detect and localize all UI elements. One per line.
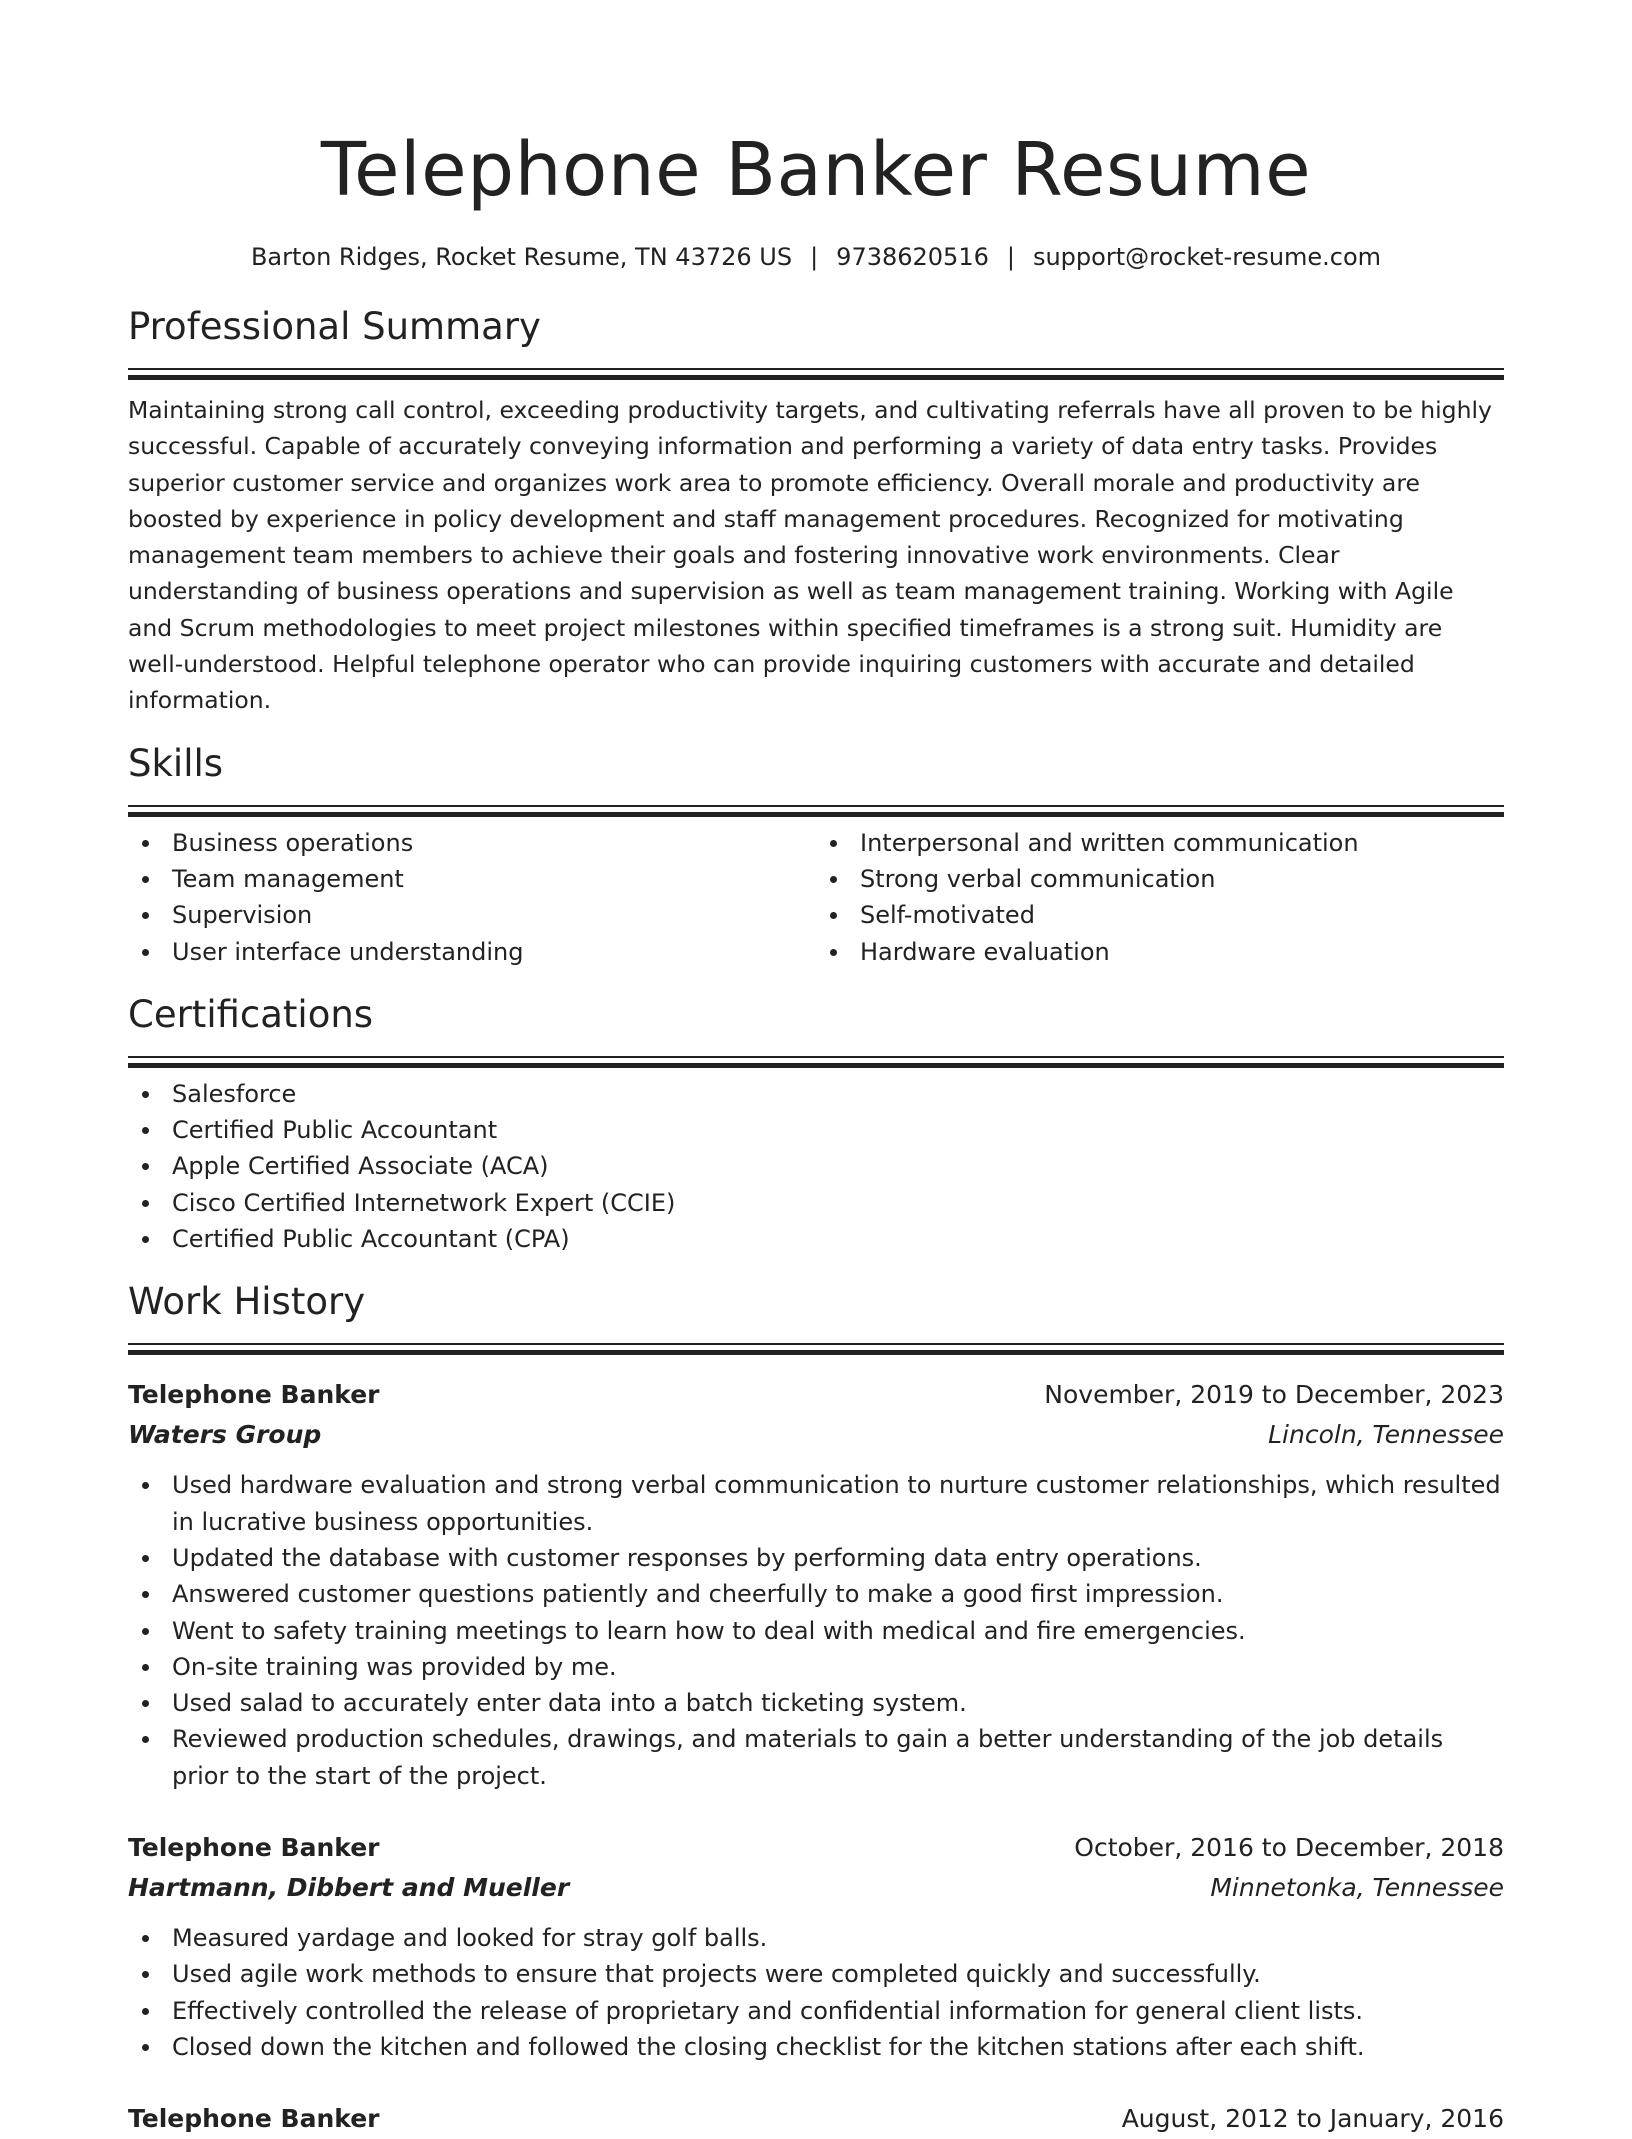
- certifications-section: [128, 988, 1504, 1257]
- job-dates: October, 2016 to December, 2018: [1074, 1833, 1504, 1863]
- job-title: Telephone Banker: [128, 1833, 380, 1863]
- certification-item: Cisco Certified Internetwork Expert (CCIE): [128, 1185, 1504, 1221]
- contact-phone: 9738620516: [836, 243, 989, 271]
- certification-item: Certified Public Accountant (CPA): [128, 1221, 1504, 1257]
- job-dates: November, 2019 to December, 2023: [1044, 1380, 1504, 1410]
- skill-item: Business operations: [128, 825, 816, 861]
- certifications-list: [128, 1076, 1504, 1257]
- contact-separator: |: [1006, 243, 1015, 271]
- job-header-row: [128, 1375, 1504, 1415]
- job-company: Waters Group: [128, 1420, 322, 1450]
- job-header-row: [128, 2099, 1504, 2139]
- skill-item: Hardware evaluation: [816, 934, 1504, 970]
- skills-heading: Skills: [128, 741, 224, 785]
- certification-item: Apple Certified Associate (ACA): [128, 1148, 1504, 1184]
- summary-section: [128, 300, 1504, 719]
- job-header-row: [128, 1828, 1504, 1868]
- job-duties-list: [128, 1467, 1504, 1794]
- skills-section: [128, 737, 1504, 970]
- contact-address: Barton Ridges, Rocket Resume, TN 43726 US: [250, 243, 793, 271]
- resume-title: Telephone Banker Resume: [320, 127, 1312, 213]
- work-history-heading: Work History: [128, 1280, 366, 1324]
- job-company-row: [128, 1415, 1504, 1455]
- section-divider: [128, 368, 1504, 382]
- job-duty-item: Reviewed production schedules, drawings, and materials to gain a better understanding of the job details prior to the start of the project.: [128, 1721, 1504, 1794]
- job-title: Telephone Banker: [128, 1380, 380, 1410]
- job-duty-item: On-site training was provided by me.: [128, 1649, 1504, 1685]
- certification-item: Salesforce: [128, 1076, 1504, 1112]
- section-divider: [128, 805, 1504, 819]
- skills-list-right: [816, 825, 1504, 970]
- job-duties-list: [128, 1920, 1504, 2065]
- skill-item: Strong verbal communication: [816, 861, 1504, 897]
- skill-item: User interface understanding: [128, 934, 816, 970]
- section-divider: [128, 1343, 1504, 1357]
- job-duty-item: Went to safety training meetings to learn how to deal with medical and fire emergencies.: [128, 1613, 1504, 1649]
- job-duty-item: Measured yardage and looked for stray golf balls.: [128, 1920, 1504, 1956]
- job-entry: [128, 2099, 1504, 2139]
- job-entry: [128, 1828, 1504, 2065]
- certifications-heading: Certifications: [128, 992, 374, 1036]
- contact-line: [128, 240, 1504, 274]
- skills-list-left: [128, 825, 816, 970]
- job-location: Lincoln, Tennessee: [1268, 1420, 1504, 1450]
- contact-separator: |: [810, 243, 819, 271]
- summary-heading: Professional Summary: [128, 305, 541, 348]
- skills-grid: [128, 825, 1504, 970]
- job-dates: August, 2012 to January, 2016: [1121, 2104, 1504, 2134]
- job-location: Minnetonka, Tennessee: [1210, 1873, 1504, 1903]
- resume-page: [128, 0, 1504, 2139]
- skill-item: Supervision: [128, 897, 816, 933]
- skill-item: Self-motivated: [816, 897, 1504, 933]
- job-duty-item: Used hardware evaluation and strong verbal communication to nurture customer relationships, which resulted in lucrative business opportunities.: [128, 1467, 1504, 1540]
- job-duty-item: Answered customer questions patiently and cheerfully to make a good first impression.: [128, 1576, 1504, 1612]
- job-duty-item: Updated the database with customer responses by performing data entry operations.: [128, 1540, 1504, 1576]
- job-duty-item: Used agile work methods to ensure that projects were completed quickly and successfully.: [128, 1956, 1504, 1992]
- skills-column-right: [816, 825, 1504, 970]
- contact-email: support@rocket-resume.com: [1032, 243, 1382, 271]
- work-history-section: [128, 1275, 1504, 2139]
- job-entry: [128, 1375, 1504, 1794]
- job-duty-item: Effectively controlled the release of proprietary and confidential information for general client lists.: [128, 1993, 1504, 2029]
- skill-item: Team management: [128, 861, 816, 897]
- job-company: Hartmann, Dibbert and Mueller: [128, 1873, 570, 1903]
- job-title: Telephone Banker: [128, 2104, 380, 2134]
- job-duty-item: Used salad to accurately enter data into a batch ticketing system.: [128, 1685, 1504, 1721]
- skill-item: Interpersonal and written communication: [816, 825, 1504, 861]
- job-duty-item: Closed down the kitchen and followed the closing checklist for the kitchen stations after each shift.: [128, 2029, 1504, 2065]
- summary-text: Maintaining strong call control, exceeding productivity targets, and cultivating referrals have all proven to be highly successful. Capable of accurately conveying information and performing a variety of data entry tasks. Provides superior customer service and organizes work area to promote efficiency. Overall morale and productivity are boosted by experience in policy development and staff management procedures. Recognized for motivating management team members to achieve their goals and fostering innovative work environments. Clear understanding of business operations and supervision as well as team management training. Working with Agile and Scrum methodologies to meet project milestones within specified timeframes is a strong suit. Humidity are well-understood. Helpful telephone operator who can provide inquiring customers with accurate and detailed information.: [128, 396, 1492, 715]
- certification-item: Certified Public Accountant: [128, 1112, 1504, 1148]
- job-company-row: [128, 1868, 1504, 1908]
- skills-column-left: [128, 825, 816, 970]
- section-divider: [128, 1056, 1504, 1070]
